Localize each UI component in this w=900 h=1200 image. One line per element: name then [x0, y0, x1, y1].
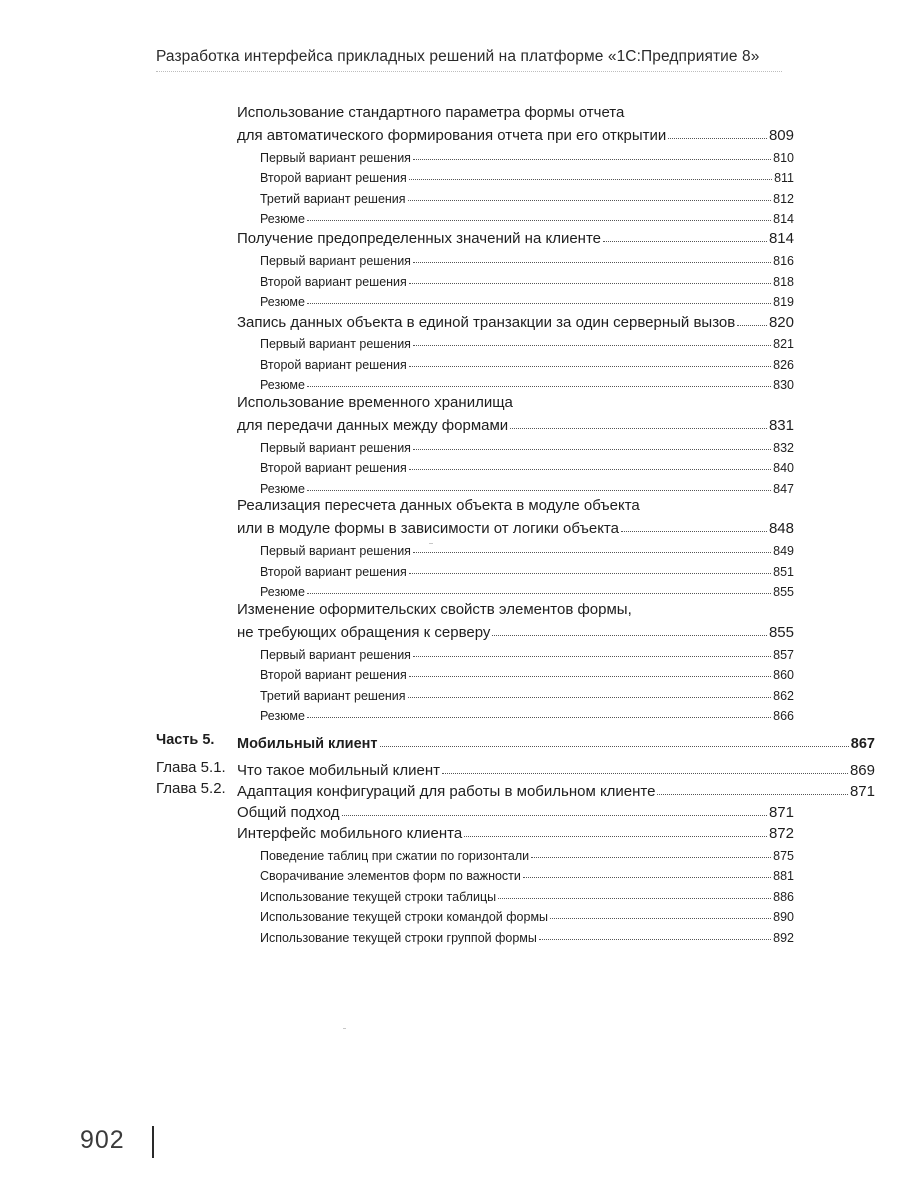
toc-subentry[interactable]	[260, 147, 794, 165]
toc-subentry-title: Первый вариант решения	[260, 337, 411, 351]
toc-subentry-page: 819	[773, 295, 794, 309]
toc-subentry-title: Второй вариант решения	[260, 358, 407, 372]
dot-leader	[307, 490, 771, 491]
toc-entry-page: 848	[768, 520, 794, 537]
toc-chapter-label: Глава 5.2.	[156, 780, 226, 797]
toc-subentry-title: Второй вариант решения	[260, 275, 407, 289]
dot-leader	[307, 303, 771, 304]
toc-subentry-title: Первый вариант решения	[260, 151, 411, 165]
scan-speck	[429, 543, 433, 544]
toc-subentry-page: 862	[773, 689, 794, 703]
dot-leader	[737, 325, 767, 326]
toc-subentry-page: 890	[773, 910, 794, 924]
toc-chapter[interactable]	[156, 780, 875, 800]
toc-subentry-page: 849	[773, 544, 794, 558]
toc-subentry[interactable]	[260, 664, 794, 682]
toc-chapter-title: Адаптация конфигураций для работы в мобильном клиенте	[237, 783, 656, 800]
toc-subentry-title: Первый вариант решения	[260, 544, 411, 558]
toc-subentry[interactable]	[260, 845, 794, 863]
dot-leader	[413, 552, 771, 553]
toc-subentry[interactable]	[260, 333, 794, 351]
toc-subentry-page: 855	[773, 585, 794, 599]
dot-leader	[307, 717, 771, 718]
toc-subentry[interactable]	[260, 188, 794, 206]
toc-subentry-title: Резюме	[260, 482, 305, 496]
dot-leader	[413, 449, 771, 450]
toc-subentry[interactable]	[260, 437, 794, 455]
toc-part-label: Часть 5.	[156, 732, 215, 748]
toc-entry-page: 855	[768, 624, 794, 641]
toc-subentry-title: Резюме	[260, 709, 305, 723]
toc-chapter-page: 871	[849, 783, 875, 800]
toc-subentry[interactable]	[260, 865, 794, 883]
toc-entry-title: Запись данных объекта в единой транзакции за один серверный вызов	[237, 314, 736, 331]
toc-entry-line1: Изменение оформительских свойств элементов формы,	[237, 601, 632, 618]
toc-entry-line1: Использование временного хранилища	[237, 394, 513, 411]
toc-subentry-title: Резюме	[260, 295, 305, 309]
toc-subentry-title: Первый вариант решения	[260, 441, 411, 455]
toc-subentry-page: 875	[773, 849, 794, 863]
toc-subentry[interactable]	[260, 644, 794, 662]
toc-subentry[interactable]	[260, 208, 794, 226]
dot-leader	[668, 138, 767, 139]
toc-entry-page: 820	[768, 314, 794, 331]
dot-leader	[409, 366, 771, 367]
toc-subentry-page: 857	[773, 648, 794, 662]
header-rule	[156, 71, 782, 72]
toc-subentry-page: 892	[773, 931, 794, 945]
dot-leader	[442, 773, 848, 774]
toc-entry-page: 809	[768, 127, 794, 144]
dot-leader	[621, 531, 767, 532]
toc-subentry-title: Поведение таблиц при сжатии по горизонтали	[260, 849, 530, 863]
toc-subentry-title: Использование текущей строки командой формы	[260, 910, 549, 924]
dot-leader	[307, 593, 771, 594]
dot-leader	[408, 200, 772, 201]
toc-subentry-title: Второй вариант решения	[260, 565, 407, 579]
toc-subentry[interactable]	[260, 561, 794, 579]
toc-entry-page: 814	[768, 230, 794, 247]
dot-leader	[539, 939, 771, 940]
toc-subentry-page: 821	[773, 337, 794, 351]
toc-subentry-page: 812	[773, 192, 794, 206]
dot-leader	[409, 179, 772, 180]
dot-leader	[408, 697, 772, 698]
toc-subentry[interactable]	[260, 250, 794, 268]
toc-subentry-title: Третий вариант решения	[260, 192, 406, 206]
toc-entry[interactable]	[237, 517, 794, 537]
toc-subentry-page: 816	[773, 254, 794, 268]
toc-entry-line1: Использование стандартного параметра формы отчета	[237, 104, 625, 121]
toc-subentry-title: Второй вариант решения	[260, 171, 407, 185]
dot-leader	[413, 159, 771, 160]
toc-chapter-title: Что такое мобильный клиент	[237, 762, 440, 779]
dot-leader	[409, 469, 771, 470]
toc-entry[interactable]	[237, 801, 794, 821]
toc-subentry[interactable]	[260, 540, 794, 558]
toc-subentry-page: 840	[773, 461, 794, 475]
toc-subentry[interactable]	[260, 886, 794, 904]
toc-subentry-page: 847	[773, 482, 794, 496]
dot-leader	[409, 573, 771, 574]
toc-subentry[interactable]	[260, 478, 794, 496]
toc-entry[interactable]	[237, 124, 794, 144]
toc-subentry-page: 832	[773, 441, 794, 455]
toc-subentry-page: 860	[773, 668, 794, 682]
toc-subentry-title: Первый вариант решения	[260, 648, 411, 662]
toc-subentry-title: Использование текущей строки группой формы	[260, 931, 537, 945]
page-number-bar	[152, 1126, 154, 1158]
toc-entry-page: 871	[768, 804, 794, 821]
toc-subentry[interactable]	[260, 457, 794, 475]
toc-entry-title: или в модуле формы в зависимости от логики объекта	[237, 520, 619, 537]
toc-part-title: Мобильный клиент	[237, 736, 378, 752]
dot-leader	[523, 877, 771, 878]
toc-subentry[interactable]	[260, 291, 794, 309]
dot-leader	[380, 746, 849, 747]
toc-subentry[interactable]	[260, 705, 794, 723]
toc-subentry-title: Использование текущей строки таблицы	[260, 890, 497, 904]
toc-part-page: 867	[850, 736, 875, 752]
toc-entry[interactable]	[237, 822, 794, 842]
dot-leader	[413, 656, 771, 657]
toc-entry[interactable]	[237, 414, 794, 434]
toc-subentry-page: 810	[773, 151, 794, 165]
dot-leader	[342, 815, 767, 816]
toc-subentry-title: Третий вариант решения	[260, 689, 406, 703]
toc-subentry[interactable]	[260, 374, 794, 392]
toc-chapter-label: Глава 5.1.	[156, 759, 226, 776]
toc-entry-title: для автоматического формирования отчета при его открытии	[237, 127, 667, 144]
toc-subentry-page: 866	[773, 709, 794, 723]
toc-subentry-title: Первый вариант решения	[260, 254, 411, 268]
toc-subentry-page: 826	[773, 358, 794, 372]
dot-leader	[531, 857, 771, 858]
toc-subentry-title: Резюме	[260, 585, 305, 599]
dot-leader	[409, 676, 771, 677]
toc-subentry-page: 830	[773, 378, 794, 392]
toc-entry[interactable]	[237, 621, 794, 641]
toc-subentry[interactable]	[260, 271, 794, 289]
toc-entry-title: Общий подход	[237, 804, 340, 821]
page-number: 902	[80, 1126, 125, 1154]
toc-subentry-title: Сворачивание элементов форм по важности	[260, 869, 521, 883]
toc-subentry[interactable]	[260, 927, 794, 945]
dot-leader	[498, 898, 771, 899]
toc-entry-title: для передачи данных между формами	[237, 417, 509, 434]
toc-chapter-page: 869	[849, 762, 875, 779]
toc-subentry[interactable]	[260, 685, 794, 703]
toc-entry-title: не требующих обращения к серверу	[237, 624, 491, 641]
toc-entry-page: 831	[768, 417, 794, 434]
toc-subentry[interactable]	[260, 581, 794, 599]
dot-leader	[413, 345, 771, 346]
dot-leader	[409, 283, 771, 284]
toc-subentry[interactable]	[260, 167, 794, 185]
toc-subentry-title: Второй вариант решения	[260, 461, 407, 475]
toc-entry[interactable]	[237, 227, 794, 247]
toc-subentry[interactable]	[260, 354, 794, 372]
toc-subentry-title: Резюме	[260, 378, 305, 392]
toc-entry-line1: Реализация пересчета данных объекта в модуле объекта	[237, 497, 640, 514]
toc-entry-page: 872	[768, 825, 794, 842]
toc-subentry-page: 811	[774, 171, 794, 185]
toc-subentry-page: 886	[773, 890, 794, 904]
dot-leader	[550, 918, 771, 919]
dot-leader	[464, 836, 767, 837]
dot-leader	[307, 386, 771, 387]
toc-entry-title: Интерфейс мобильного клиента	[237, 825, 463, 842]
toc-subentry-page: 818	[773, 275, 794, 289]
toc-subentry-title: Второй вариант решения	[260, 668, 407, 682]
running-header: Разработка интерфейса прикладных решений на платформе «1С:Предприятие 8»	[156, 48, 760, 65]
toc-subentry-page: 814	[773, 212, 794, 226]
toc-chapter[interactable]	[156, 759, 875, 779]
toc-subentry-title: Резюме	[260, 212, 305, 226]
dot-leader	[510, 428, 767, 429]
toc-part[interactable]	[156, 732, 875, 752]
toc-entry-title: Получение предопределенных значений на клиенте	[237, 230, 601, 247]
dot-leader	[492, 635, 767, 636]
toc-subentry-page: 851	[773, 565, 794, 579]
dot-leader	[657, 794, 847, 795]
scan-speck	[343, 1028, 346, 1029]
dot-leader	[603, 241, 767, 242]
toc-entry[interactable]	[237, 311, 794, 331]
dot-leader	[307, 220, 771, 221]
toc-subentry[interactable]	[260, 906, 794, 924]
toc-subentry-page: 881	[773, 869, 794, 883]
dot-leader	[413, 262, 771, 263]
